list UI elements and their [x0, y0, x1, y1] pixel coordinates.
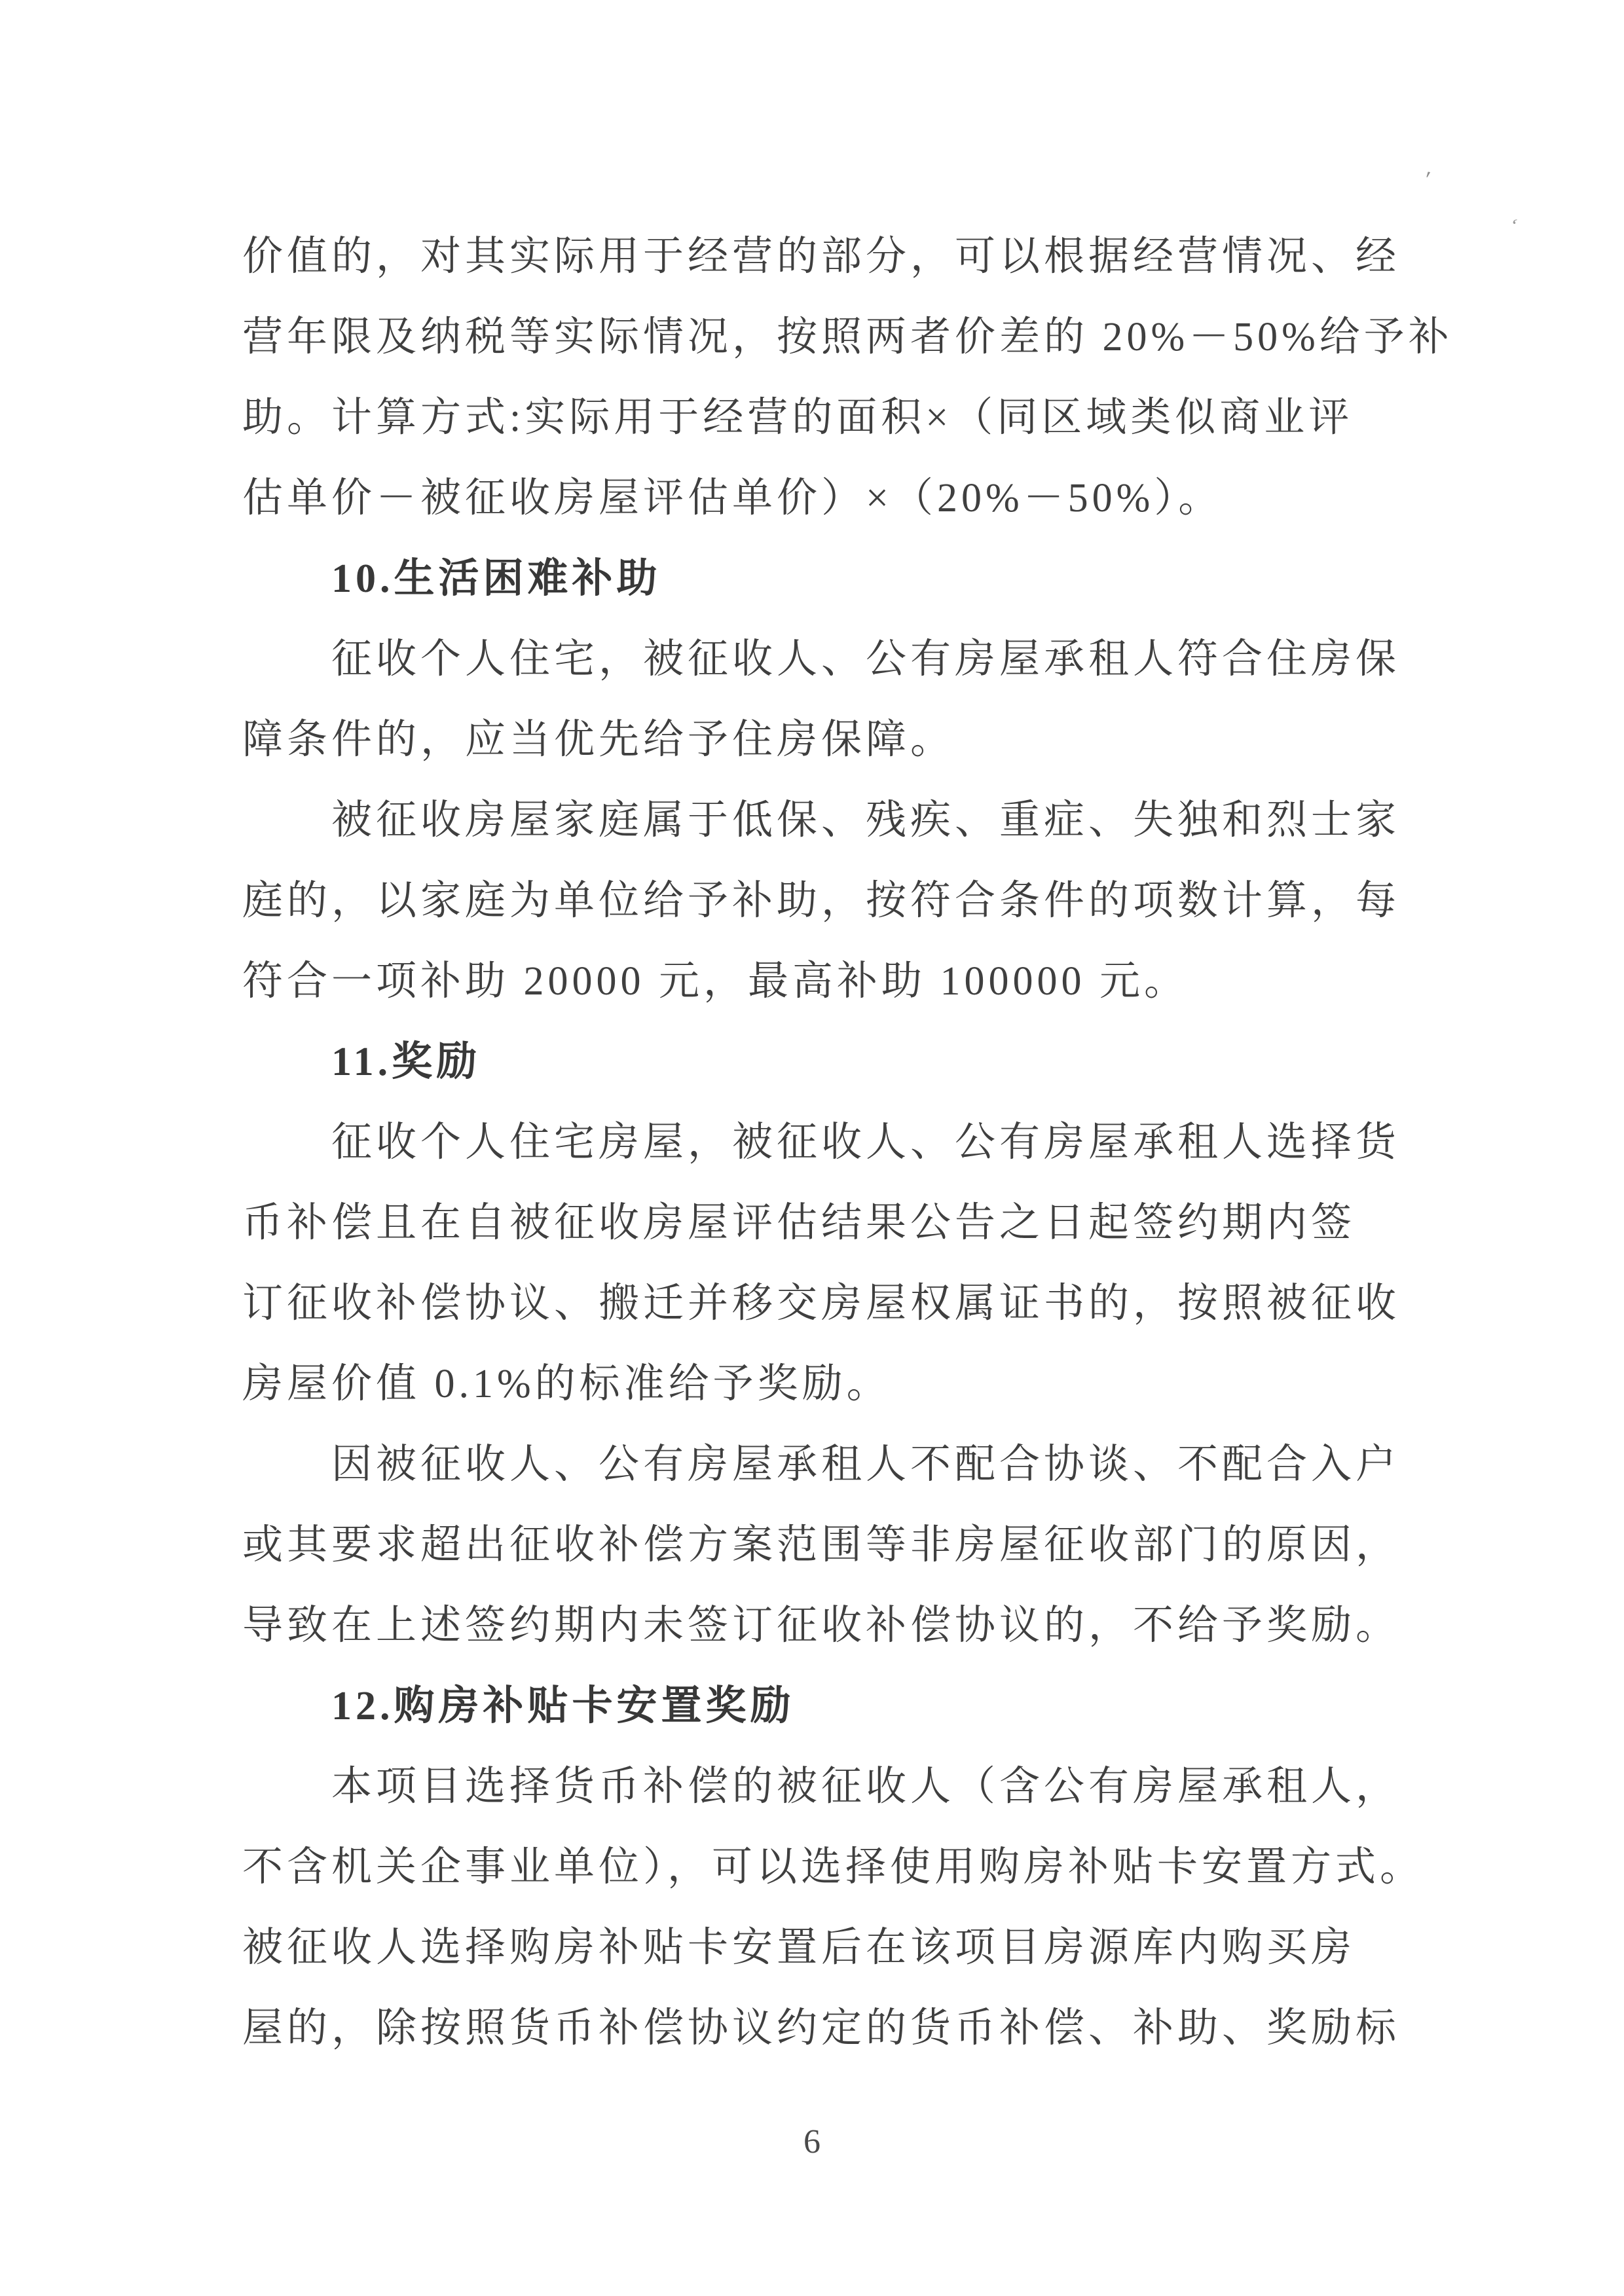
scan-speck-lower: ʻ: [1507, 214, 1521, 237]
text-line: 符合一项补助 20000 元，最高补助 100000 元。: [242, 959, 1189, 1004]
text-line: 屋的，除按照货币补偿协议约定的货币补偿、补助、奖励标: [242, 2006, 1401, 2050]
page-number: 6: [803, 2123, 821, 2160]
text-line: 房屋价值 0.1%的标准给予奖励。: [242, 1362, 891, 1406]
section-12-heading: 12.购房补贴卡安置奖励: [331, 1684, 795, 1728]
text-line: 助。计算方式:实际用于经营的面积×（同区域类似商业评: [242, 395, 1354, 440]
text-block: [242, 217, 1453, 2069]
text-line: 营年限及纳税等实际情况，按照两者价差的 20%－50%给予补: [242, 315, 1453, 359]
text-line: 庭的，以家庭为单位给予补助，按符合条件的项数计算，每: [242, 879, 1401, 923]
text-line: 因被征收人、公有房屋承租人不配合协谈、不配合入户: [331, 1442, 1401, 1487]
text-line: 或其要求超出征收补偿方案范围等非房屋征收部门的原因，: [242, 1523, 1401, 1567]
text-line: 被征收人选择购房补贴卡安置后在该项目房源库内购买房: [242, 1925, 1356, 1970]
text-line: 币补偿且在自被征收房屋评估结果公告之日起签约期内签: [242, 1201, 1356, 1245]
text-line: 价值的，对其实际用于经营的部分，可以根据经营情况、经: [242, 234, 1401, 279]
text-line: 本项目选择货币补偿的被征收人（含公有房屋承租人，: [331, 1764, 1401, 1809]
text-line: 征收个人住宅，被征收人、公有房屋承租人符合住房保: [331, 637, 1401, 682]
text-line: 障条件的，应当优先给予住房保障。: [242, 718, 955, 762]
scan-speck-upper: ʹ: [1422, 166, 1433, 193]
text-line: 征收个人住宅房屋，被征收人、公有房屋承租人选择货: [331, 1120, 1401, 1165]
text-line: 估单价－被征收房屋评估单价）×（20%－50%）。: [242, 476, 1223, 520]
text-line: 订征收补偿协议、搬迁并移交房屋权属证书的，按照被征收: [242, 1281, 1401, 1326]
text-line: 不含机关企事业单位），可以选择使用购房补贴卡安置方式。: [242, 1845, 1425, 1889]
text-line: 被征收房屋家庭属于低保、残疾、重症、失独和烈士家: [331, 798, 1401, 843]
section-11-heading: 11.奖励: [331, 1040, 481, 1084]
text-line: 导致在上述签约期内未签订征收补偿协议的，不给予奖励。: [242, 1603, 1401, 1648]
section-10-heading: 10.生活困难补助: [331, 556, 661, 601]
